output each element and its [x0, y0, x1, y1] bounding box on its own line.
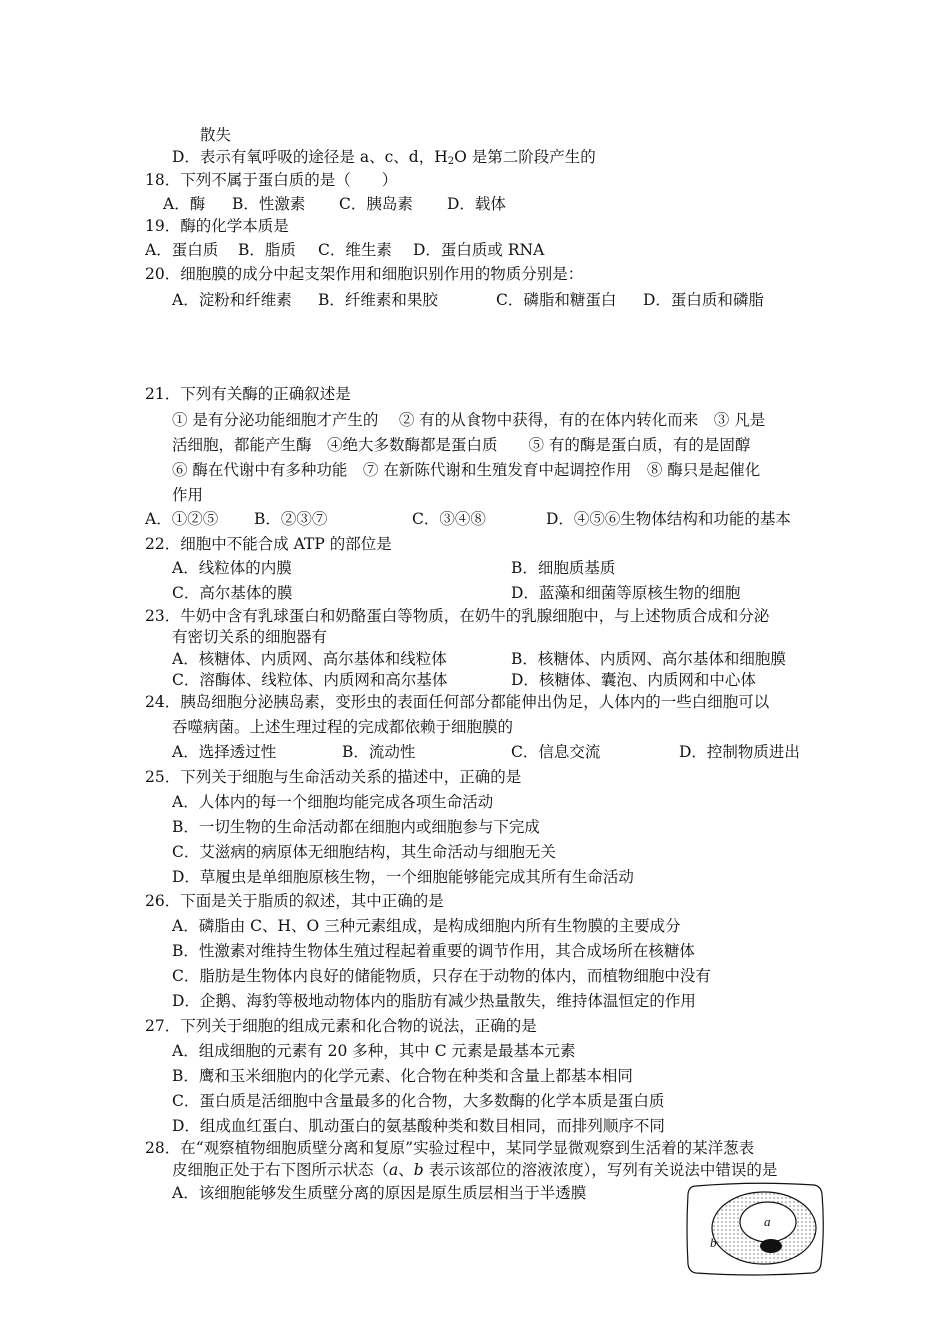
q23-option-a: A．核糖体、内质网、高尔基体和线粒体 [172, 650, 447, 668]
q22-option-b: B．细胞质基质 [511, 559, 616, 577]
q24-option-a: A．选择透过性 [172, 743, 277, 761]
q19-stem: 19．酶的化学本质是 [145, 217, 289, 235]
label-b: b [710, 1235, 717, 1250]
q22-option-d: D．蓝藻和细菌等原核生物的细胞 [511, 584, 741, 602]
q21-body-line: ⑥ 酶在代谢中有多种功能 ⑦ 在新陈代谢和生殖发育中起调控作用 ⑧ 酶只是起催化 [172, 461, 761, 479]
q24-stem-cont: 吞噬病菌。上述生理过程的完成都依赖于细胞膜的 [172, 718, 514, 736]
q20-stem: 20．细胞膜的成分中起支架作用和细胞识别作用的物质分别是： [145, 265, 584, 283]
q18-option-d: D．载体 [447, 195, 506, 213]
q25-stem: 25．下列关于细胞与生命活动关系的描述中，正确的是 [145, 768, 522, 786]
nucleus [760, 1239, 782, 1253]
q26-option-c: C．脂肪是生物体内良好的储能物质，只存在于动物的体内，而植物细胞中没有 [172, 967, 711, 985]
q25-option-c: C．艾滋病的病原体无细胞结构，其生命活动与细胞无关 [172, 843, 556, 861]
q23-option-d: D．核糖体、囊泡、内质网和中心体 [511, 671, 756, 689]
q22-stem: 22．细胞中不能合成 ATP 的部位是 [145, 535, 392, 553]
q21-body-line: 作用 [172, 486, 204, 504]
q18-option-c: C．胰岛素 [339, 195, 413, 213]
q28-stem-cont: 皮细胞正处于右下图所示状态（a、b 表示该部位的溶液浓度），写列有关说法中错误的是 [172, 1161, 778, 1179]
q20-option-c: C．磷脂和糖蛋白 [496, 291, 617, 309]
q19-option-a: A．蛋白质 [145, 241, 219, 259]
q28-stem: 28．在“观察植物细胞质壁分离和复原”实验过程中，某同学显微观察到生活着的某洋葱表 [145, 1139, 755, 1157]
q26-stem: 26．下面是关于脂质的叙述，其中正确的是 [145, 892, 444, 910]
q27-option-c: C．蛋白质是活细胞中含量最多的化合物，大多数酶的化学本质是蛋白质 [172, 1092, 665, 1110]
prev-option-d: D．表示有氧呼吸的途径是 a、c、d，$H_2O$ 是第二阶段产生的 [172, 148, 596, 167]
q21-body-line: 活细胞，都能产生酶 ④绝大多数酶都是蛋白质 ⑤ 有的酶是蛋白质，有的是固醇 [172, 436, 751, 454]
q20-option-a: A．淀粉和纤维素 [172, 291, 292, 309]
q23-option-b: B．核糖体、内质网、高尔基体和细胞膜 [511, 650, 786, 668]
prev-continuation: 散失 [200, 126, 232, 144]
q21-option-a: A．①②⑤ [145, 510, 219, 528]
q24-option-c: C．信息交流 [511, 743, 601, 761]
q20-option-d: D．蛋白质和磷脂 [643, 291, 764, 309]
q21-option-b: B．②③⑦ [254, 510, 328, 528]
q26-option-d: D．企鹅、海豹等极地动物体内的脂肪有减少热量散失，维持体温恒定的作用 [172, 992, 696, 1010]
q28-option-a: A．该细胞能够发生质壁分离的原因是原生质层相当于半透膜 [172, 1184, 587, 1202]
q26-option-a: A．磷脂由 C、H、O 三种元素组成，是构成细胞内所有生物膜的主要成分 [172, 917, 681, 935]
q22-option-c: C．高尔基体的膜 [172, 584, 293, 602]
q22-option-a: A．线粒体的内膜 [172, 559, 292, 577]
q24-stem: 24．胰岛细胞分泌胰岛素，变形虫的表面任何部分都能伸出伪足，人体内的一些白细胞可以 [145, 693, 770, 711]
q27-stem: 27．下列关于细胞的组成元素和化合物的说法，正确的是 [145, 1017, 537, 1035]
q27-option-b: B．鹰和玉米细胞内的化学元素、化合物在种类和含量上都基本相同 [172, 1067, 633, 1085]
q25-option-b: B．一切生物的生命活动都在细胞内或细胞参与下完成 [172, 818, 540, 836]
q23-option-c: C．溶酶体、线粒体、内质网和高尔基体 [172, 671, 448, 689]
q27-option-a: A．组成细胞的元素有 20 多种，其中 C 元素是最基本元素 [172, 1042, 576, 1060]
q18-option-a: A．酶 [163, 195, 206, 213]
q21-body-line: ① 是有分泌功能细胞才产生的 ② 有的从食物中获得，有的在体内转化而来 ③ 凡是 [172, 411, 766, 429]
q24-option-b: B．流动性 [342, 743, 416, 761]
q25-option-a: A．人体内的每一个细胞均能完成各项生命活动 [172, 793, 494, 811]
q19-option-d: D．蛋白质或 RNA [413, 241, 545, 259]
q25-option-d: D．草履虫是单细胞原核生物，一个细胞能够能完成其所有生命活动 [172, 868, 634, 886]
q19-option-b: B．脂质 [238, 241, 296, 259]
q21-option-c: C．③④⑧ [412, 510, 486, 528]
label-a: a [764, 1214, 771, 1229]
q19-option-c: C．维生素 [318, 241, 392, 259]
q24-option-d: D．控制物质进出 [679, 743, 800, 761]
q26-option-b: B．性激素对维持生物体生殖过程起着重要的调节作用，其合成场所在核糖体 [172, 942, 695, 960]
q21-option-d: D．④⑤⑥生物体结构和功能的基本 [546, 510, 791, 528]
q23-stem: 23．牛奶中含有乳球蛋白和奶酪蛋白等物质，在奶牛的乳腺细胞中，与上述物质合成和分泌 [145, 607, 770, 625]
q20-option-b: B．纤维素和果胶 [318, 291, 438, 309]
q23-stem-cont: 有密切关系的细胞器有 [172, 628, 328, 646]
q21-stem: 21．下列有关酶的正确叙述是 [145, 385, 351, 403]
q27-option-d: D．组成血红蛋白、肌动蛋白的氨基酸种类和数目相同，而排列顺序不同 [172, 1117, 665, 1135]
q18-stem: 18．下列不属于蛋白质的是（ ） [145, 171, 398, 189]
q18-option-b: B．性激素 [232, 195, 306, 213]
plasmolysis-cell-diagram [684, 1180, 826, 1278]
